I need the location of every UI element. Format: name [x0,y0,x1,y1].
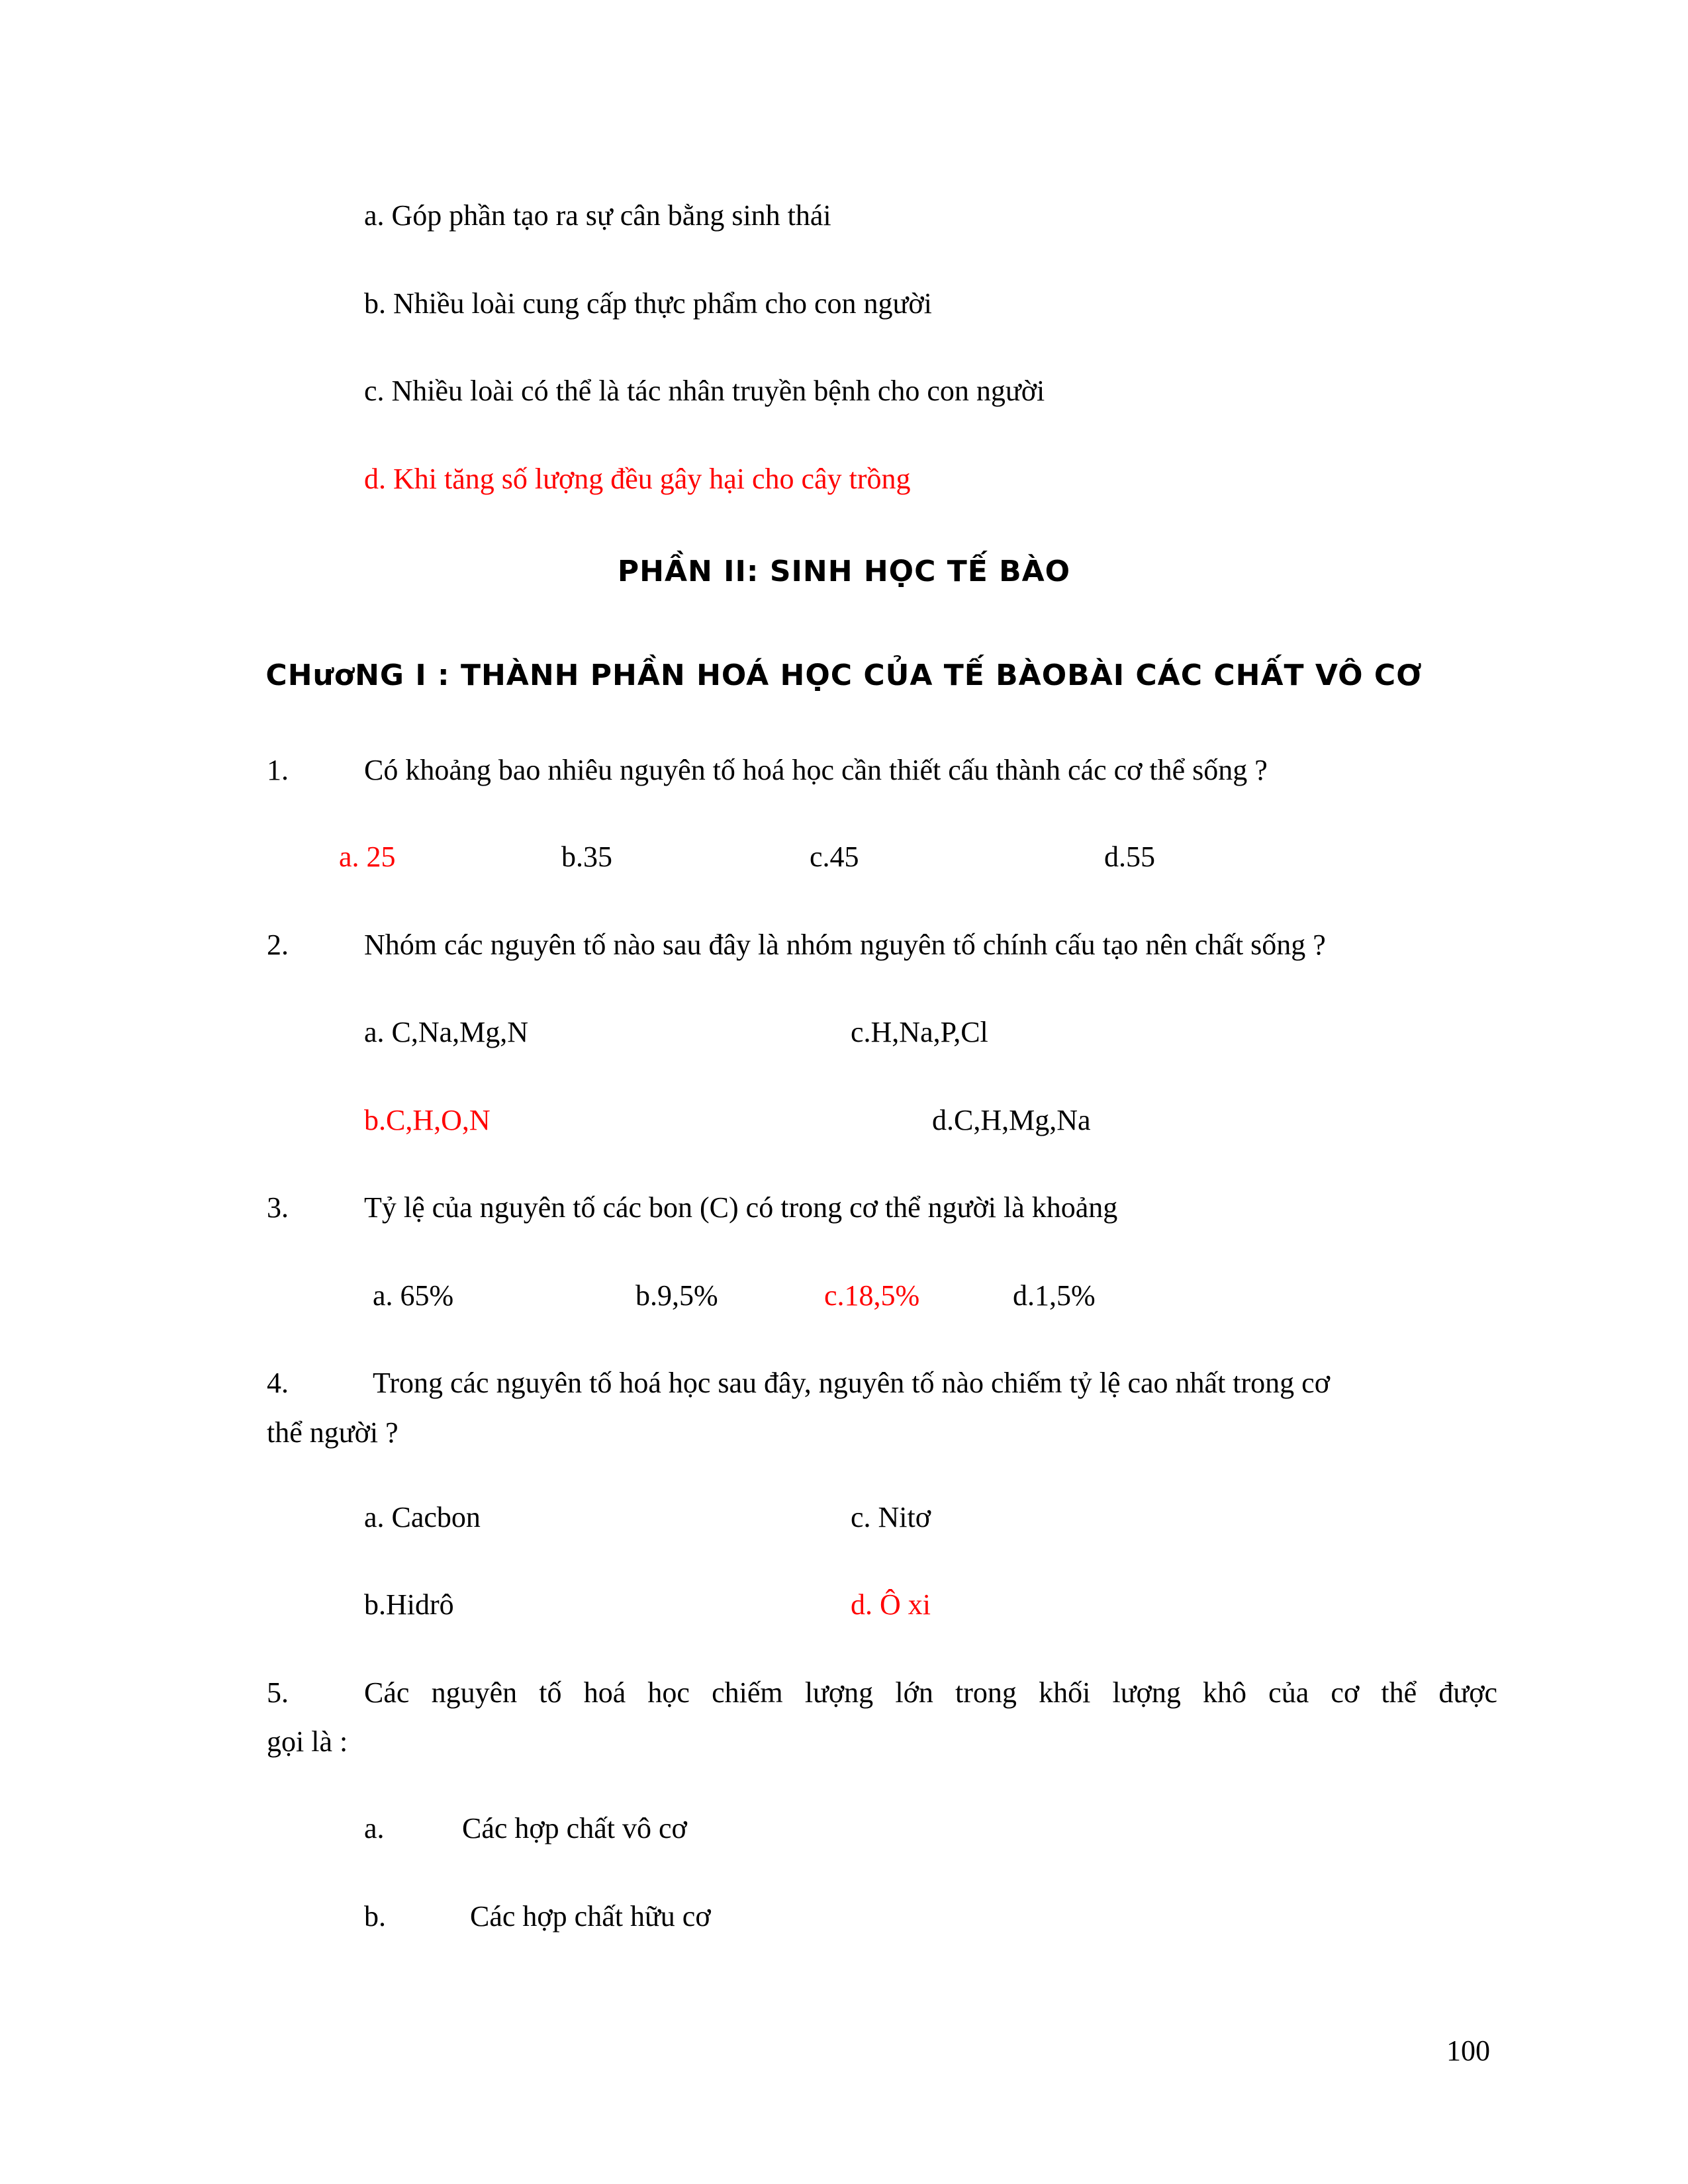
question-2-option-d: d.C,H,Mg,Na [932,1104,1091,1136]
question-1-text: Có khoảng bao nhiêu nguyên tố hoá học cần thiết cấu thành các cơ thể sống ? [364,754,1268,786]
intro-option-b: b. Nhiều loài cung cấp thực phẩm cho con người [364,287,932,320]
question-4-option-b: b.Hidrô [364,1588,454,1621]
intro-option-c: c. Nhiều loài có thể là tác nhân truyền bệnh cho con người [364,375,1045,407]
question-1-option-b: b.35 [561,841,612,873]
question-1-number: 1. [267,754,289,786]
question-4-option-d-correct: d. Ô xi [851,1588,931,1621]
question-5-option-a-text: Các hợp chất vô cơ [462,1812,687,1844]
question-2-number: 2. [267,929,289,961]
question-5-text-line2: gọi là : [267,1725,348,1758]
question-4-option-a: a. Cacbon [364,1501,481,1533]
question-3-option-c-correct: c.18,5% [824,1279,920,1312]
question-3-option-a: a. 65% [373,1279,454,1312]
question-1-option-d: d.55 [1104,841,1155,873]
question-2-option-a: a. C,Na,Mg,N [364,1016,529,1048]
intro-option-d-correct: d. Khi tăng số lượng đều gây hại cho cây trồng [364,463,911,495]
question-4-text-line2: thể người ? [267,1416,399,1449]
question-3-option-b: b.9,5% [635,1279,718,1312]
question-5-option-a-letter: a. [364,1812,385,1844]
question-4-option-c: c. Nitơ [851,1501,931,1533]
page-number: 100 [1446,2034,1490,2067]
question-3-text: Tỷ lệ của nguyên tố các bon (C) có trong cơ thể người là khoảng [364,1191,1118,1224]
question-2-text: Nhóm các nguyên tố nào sau đây là nhóm nguyên tố chính cấu tạo nên chất sống ? [364,929,1326,961]
question-1-option-c: c.45 [810,841,859,873]
question-4-number: 4. [267,1367,289,1399]
intro-option-a: a. Góp phần tạo ra sự cân bằng sinh thái [364,199,831,232]
question-5-option-b-letter: b. [364,1900,386,1933]
question-3-option-d: d.1,5% [1013,1279,1096,1312]
question-2-option-b-correct: b.C,H,O,N [364,1104,491,1136]
question-5-option-b-text: Các hợp chất hữu cơ [470,1900,711,1933]
part-title: PHẦN II: SINH HỌC TẾ BÀO [617,555,1071,588]
question-4-text-line1: Trong các nguyên tố hoá học sau đây, nguyên tố nào chiếm tỷ lệ cao nhất trong cơ [373,1367,1330,1399]
question-3-number: 3. [267,1191,289,1224]
chapter-title: CHươNG I : THÀNH PHẦN HOÁ HỌC CỦA TẾ BÀOBÀI CÁC CHẤT VÔ CƠ [265,659,1423,692]
question-5-number: 5. [267,1676,289,1709]
question-1-option-a-correct: a. 25 [339,841,396,873]
question-2-option-c: c.H,Na,P,Cl [851,1016,988,1048]
question-5-text-line1: Các nguyên tố hoá học chiếm lượng lớn trong khối lượng khô của cơ thể được [364,1676,1497,1709]
